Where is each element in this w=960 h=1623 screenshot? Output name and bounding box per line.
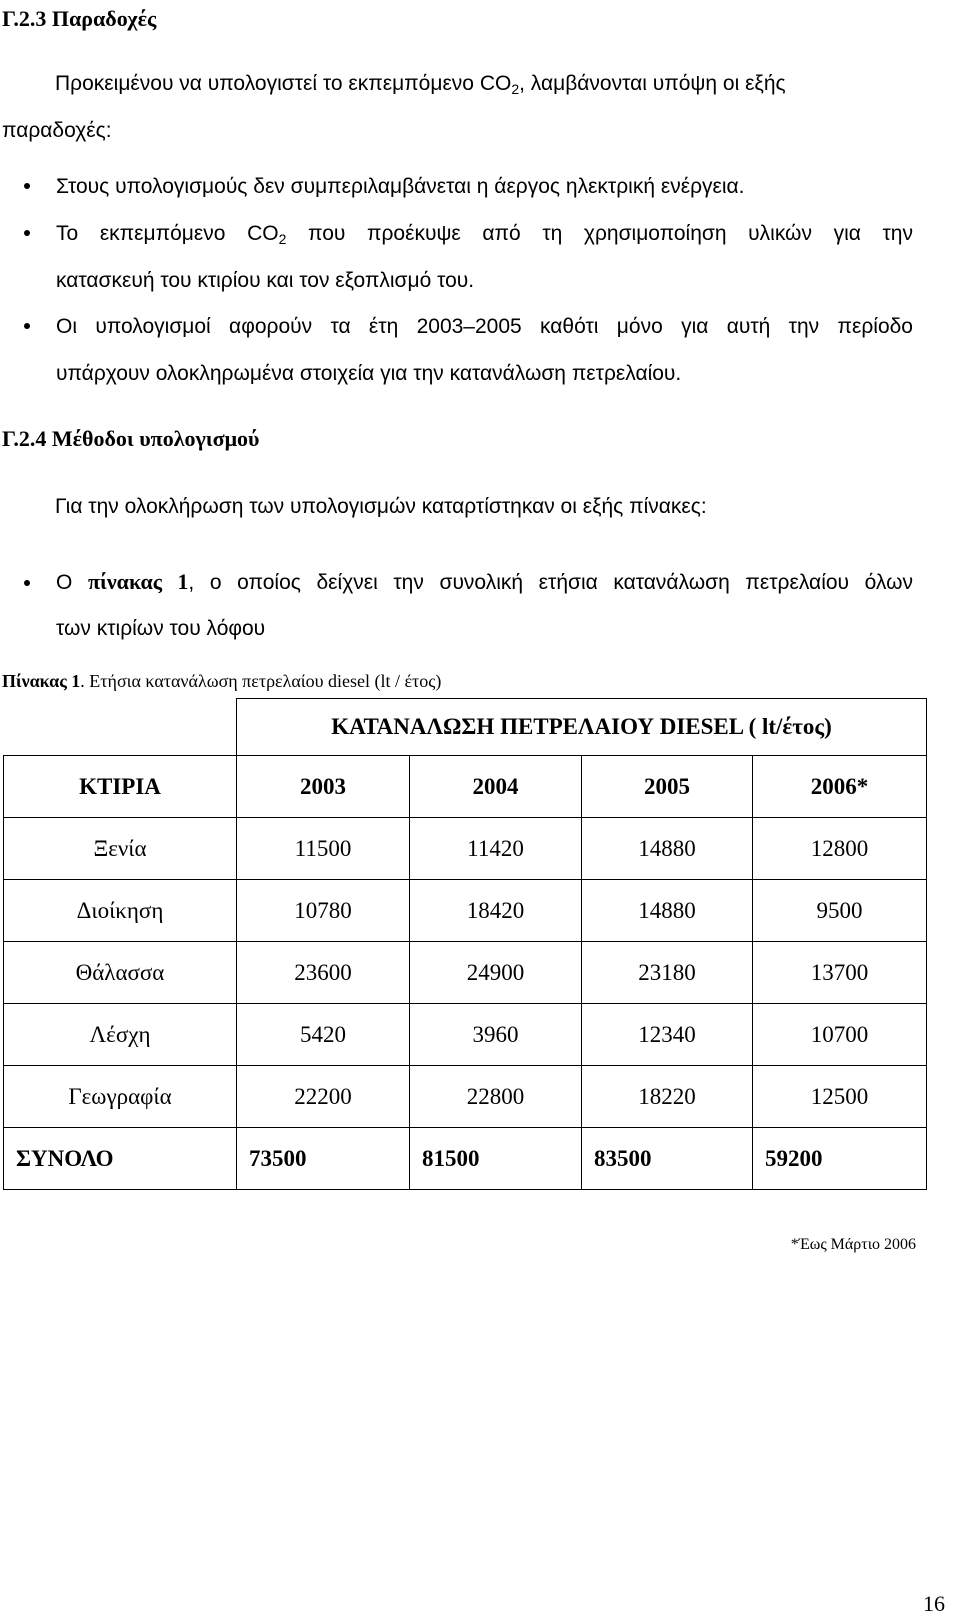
table-total-cell: 83500 xyxy=(582,1128,753,1190)
intro-text-3: παραδοχές: xyxy=(2,119,112,142)
table-total-row xyxy=(4,1128,927,1190)
table-cell: 18420 xyxy=(410,880,582,942)
table-bullet-bold: πίνακας 1 xyxy=(87,569,189,594)
bullet-item-1 xyxy=(56,163,916,210)
table-header-cell: 2006* xyxy=(753,756,927,818)
table-cell: 23180 xyxy=(582,942,753,1004)
table-cell: 13700 xyxy=(753,942,927,1004)
table-cell: 5420 xyxy=(237,1004,410,1066)
section-heading-assumptions: Γ.2.3 Παραδοχές xyxy=(2,6,157,31)
table-header-cell: 2004 xyxy=(410,756,582,818)
table-cell: 22800 xyxy=(410,1066,582,1128)
bullet-item-table1 xyxy=(56,558,913,606)
table-row xyxy=(4,818,927,880)
table-bullet-prefix: Ο xyxy=(56,571,88,594)
table-total-cell: 59200 xyxy=(753,1128,927,1190)
table-cell: Λέσχη xyxy=(4,1004,237,1066)
table-cell: 11500 xyxy=(237,818,410,880)
intro-subscript: 2 xyxy=(511,81,520,97)
table-caption-text: . Ετήσια κατανάλωση πετρελαίου diesel (lt / έτος) xyxy=(80,671,442,691)
bullet-3-text-1: Οι υπολογισμοί αφορούν τα έτη 2003–2005 καθότι μόνο για αυτή την περίοδο xyxy=(56,315,913,338)
table-cell: 3960 xyxy=(410,1004,582,1066)
page-number: 16 xyxy=(923,1591,945,1616)
table-cell: Θάλασσα xyxy=(4,942,237,1004)
table-header-row xyxy=(4,756,927,818)
table-cell: Γεωγραφία xyxy=(4,1066,237,1128)
methods-intro-text: Για την ολοκλήρωση των υπολογισμών καταρτίστηκαν οι εξής πίνακες: xyxy=(55,495,707,518)
table-header-cell: 2005 xyxy=(582,756,753,818)
table-cell: 24900 xyxy=(410,942,582,1004)
table-header-cell: ΚΤΙΡΙΑ xyxy=(4,756,237,818)
bullet-1-text: Στους υπολογισμούς δεν συμπεριλαμβάνεται η άεργος ηλεκτρική ενέργεια. xyxy=(56,175,745,198)
table-bullet-rest: , ο οποίος δείχνει την συνολική ετήσια κατανάλωση πετρελαίου όλων xyxy=(188,571,913,594)
table-row xyxy=(4,1004,927,1066)
table-cell: Διοίκηση xyxy=(4,880,237,942)
table-title-row xyxy=(4,699,927,756)
table-cell: 12800 xyxy=(753,818,927,880)
bullet-3-text-2: υπάρχουν ολοκληρωμένα στοιχεία για την κατανάλωση πετρελαίου. xyxy=(56,362,682,385)
table-cell: 22200 xyxy=(237,1066,410,1128)
table-caption xyxy=(2,670,441,692)
bullet-2-subscript: 2 xyxy=(278,231,287,247)
bullet-icon xyxy=(24,580,30,586)
assumptions-intro xyxy=(2,60,924,154)
diesel-consumption-table xyxy=(3,698,927,1190)
bullet-item-2 xyxy=(56,210,913,304)
table-title: ΚΑΤΑΝΑΛΩΣΗ ΠΕΤΡΕΛΑΙΟΥ DIESEL ( lt/έτος) xyxy=(237,699,927,756)
table-cell: 10700 xyxy=(753,1004,927,1066)
bullet-icon xyxy=(24,183,30,189)
bullet-icon xyxy=(24,230,30,236)
table-cell: 12340 xyxy=(582,1004,753,1066)
table-row xyxy=(4,942,927,1004)
bullet-item-3 xyxy=(56,303,913,397)
bullet-2-text-2: που προέκυψε από τη χρησιμοποίηση υλικών για την xyxy=(286,222,913,245)
table-cell: 9500 xyxy=(753,880,927,942)
table-bullet-line2-wrap xyxy=(56,605,265,652)
table-cell: 18220 xyxy=(582,1066,753,1128)
table-cell: 14880 xyxy=(582,880,753,942)
section-heading-methods: Γ.2.4 Μέθοδοι υπολογισμού xyxy=(2,426,260,451)
table-header-cell: 2003 xyxy=(237,756,410,818)
table-total-cell: 73500 xyxy=(237,1128,410,1190)
bullet-2-text-3: κατασκευή του κτιρίου και τον εξοπλισμό του. xyxy=(56,269,475,292)
table-total-cell: ΣΥΝΟΛΟ xyxy=(4,1128,237,1190)
bullet-icon xyxy=(24,323,30,329)
table-caption-bold: Πίνακας 1 xyxy=(2,671,81,691)
table-title-spacer xyxy=(4,699,237,756)
table-cell: 23600 xyxy=(237,942,410,1004)
intro-text-2: , λαμβάνονται υπόψη οι εξής xyxy=(519,72,786,95)
table-cell: 14880 xyxy=(582,818,753,880)
table-cell: 12500 xyxy=(753,1066,927,1128)
table-cell: 10780 xyxy=(237,880,410,942)
table-bullet-line2: των κτιρίων του λόφου xyxy=(56,617,266,640)
table-row xyxy=(4,880,927,942)
table-cell: Ξενία xyxy=(4,818,237,880)
intro-text-1: Προκειμένου να υπολογιστεί το εκπεμπόμενο CO xyxy=(55,72,512,95)
table-total-cell: 81500 xyxy=(410,1128,582,1190)
methods-intro xyxy=(55,483,925,530)
bullet-2-text-1: Το εκπεμπόμενο CO xyxy=(56,222,279,245)
table-cell: 11420 xyxy=(410,818,582,880)
table-footnote: *Έως Μάρτιο 2006 xyxy=(790,1236,916,1253)
table-row xyxy=(4,1066,927,1128)
